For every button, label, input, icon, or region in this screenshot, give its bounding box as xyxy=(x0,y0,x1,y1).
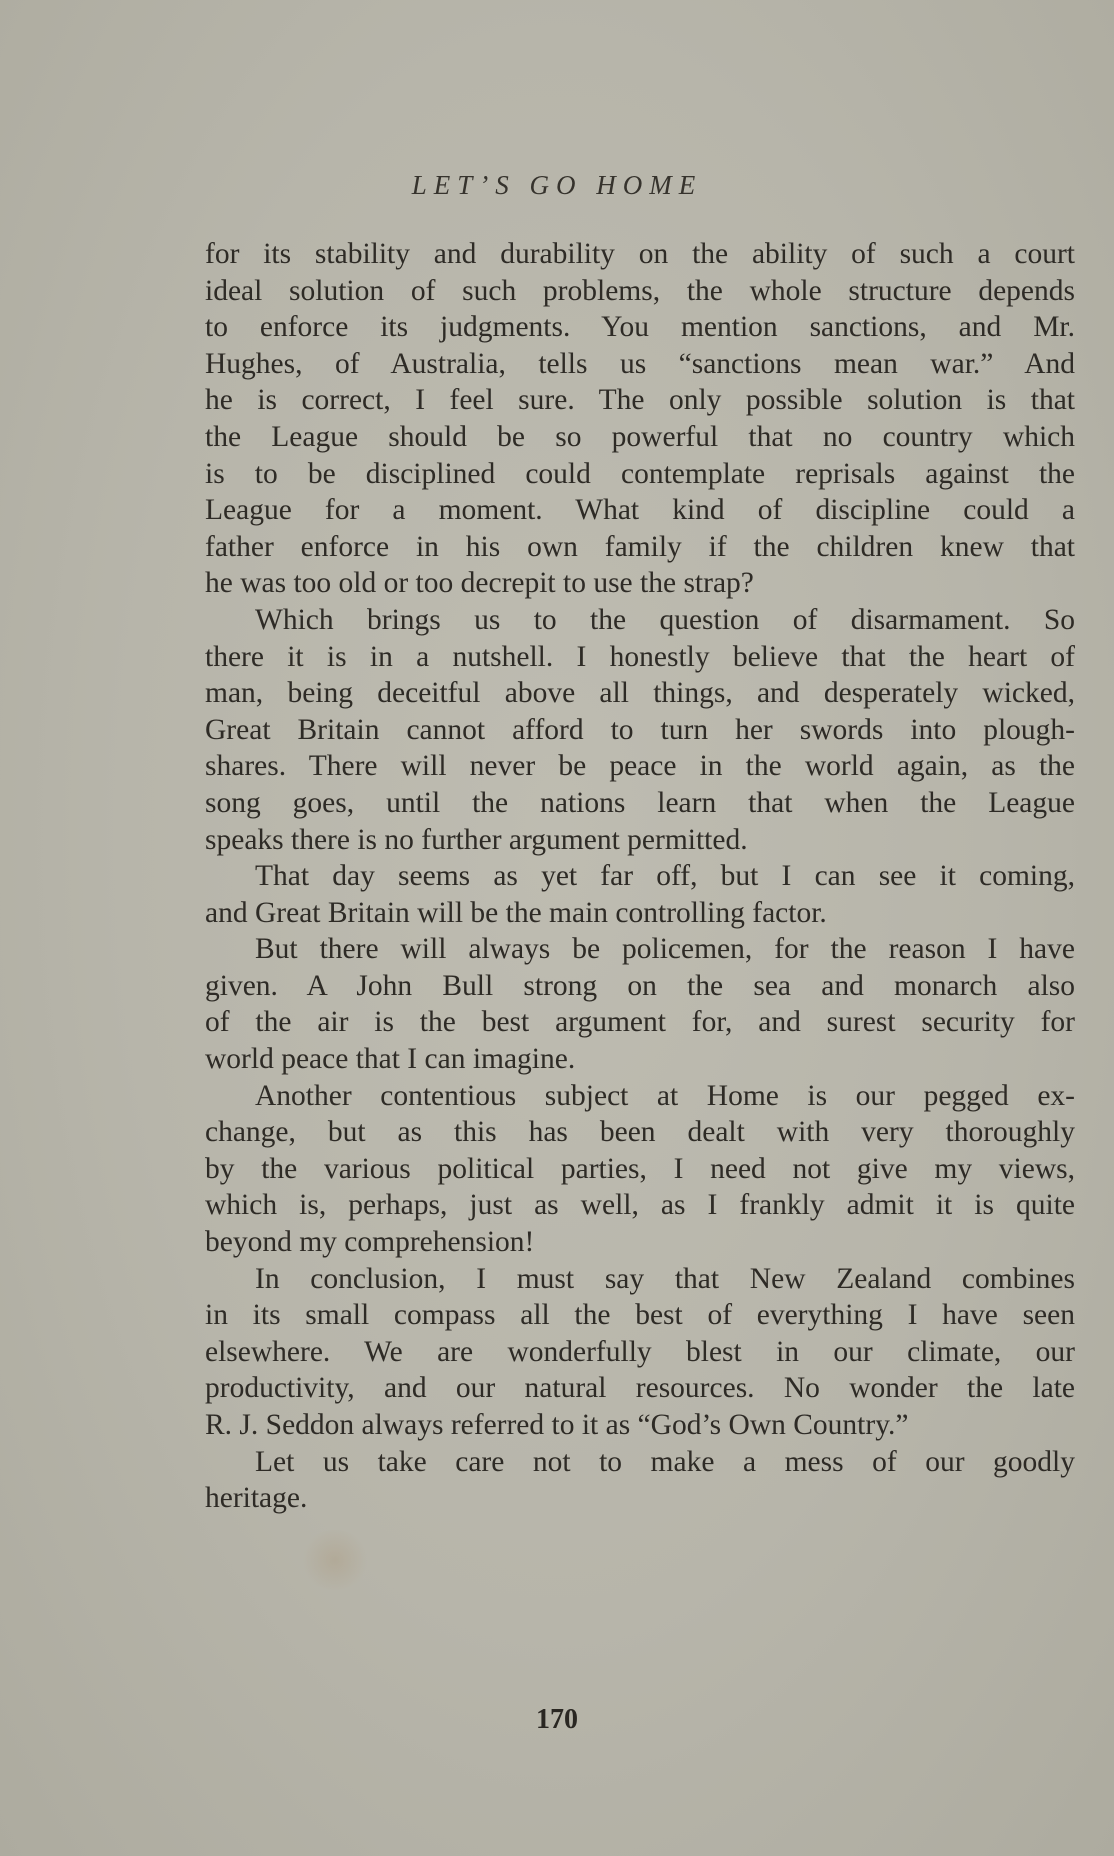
text-line: given. A John Bull strong on the sea and monarch also xyxy=(205,969,1075,1002)
paragraph xyxy=(205,602,1075,858)
body-text xyxy=(205,236,1075,1517)
paragraph xyxy=(205,1261,1075,1444)
text-line: Hughes, of Australia, tells us “sanctions mean war.” And xyxy=(205,347,1075,380)
text-line: In conclusion, I must say that New Zealand combines xyxy=(255,1262,1075,1295)
text-line: Which brings us to the question of disarmament. So xyxy=(255,603,1075,636)
text-line: man, being deceitful above all things, and desperately wicked, xyxy=(205,677,1075,710)
text-line: world peace that I can imagine. xyxy=(205,1043,576,1076)
text-line: which is, perhaps, just as well, as I frankly admit it is quite xyxy=(205,1189,1075,1222)
text-line: R. J. Seddon always referred to it as “God’s Own Country.” xyxy=(205,1409,909,1441)
paper-stain xyxy=(300,1530,370,1590)
text-line: the League should be so powerful that no country which xyxy=(205,420,1075,453)
text-line: elsewhere. We are wonderfully blest in our climate, our xyxy=(205,1335,1075,1368)
paragraph xyxy=(205,236,1075,602)
text-line: he is correct, I feel sure. The only possible solution is that xyxy=(205,384,1075,417)
text-line: for its stability and durability on the ability of such a court xyxy=(205,238,1075,270)
text-line: change, but as this has been dealt with very thoroughly xyxy=(205,1116,1075,1149)
text-line: Let us take care not to make a mess of our goodly xyxy=(255,1445,1075,1478)
paragraph xyxy=(205,1444,1075,1517)
text-line: But there will always be policemen, for the reason I have xyxy=(255,933,1075,966)
paragraph xyxy=(205,931,1075,1077)
text-line: shares. There will never be peace in the world again, as the xyxy=(205,750,1075,783)
text-line: he was too old or too decrepit to use the strap? xyxy=(205,567,754,600)
text-line: beyond my comprehension! xyxy=(205,1226,535,1259)
running-head: LET’S GO HOME xyxy=(411,170,703,200)
text-line: Another contentious subject at Home is our pegged ex- xyxy=(255,1079,1075,1112)
text-line: ideal solution of such problems, the whole structure depends xyxy=(205,274,1075,307)
text-line: is to be disciplined could contemplate reprisals against the xyxy=(205,457,1075,490)
text-line: heritage. xyxy=(205,1482,308,1515)
text-line: and Great Britain will be the main controlling factor. xyxy=(205,896,827,929)
text-line: by the various political parties, I need not give my views, xyxy=(205,1152,1075,1185)
page-number: 170 xyxy=(536,1704,578,1735)
text-line: there it is in a nutshell. I honestly believe that the heart of xyxy=(205,640,1075,673)
text-line: Great Britain cannot afford to turn her swords into plough- xyxy=(205,713,1075,746)
text-line: of the air is the best argument for, and surest security for xyxy=(205,1006,1075,1039)
text-line: League for a moment. What kind of discipline could a xyxy=(205,494,1075,527)
text-line: song goes, until the nations learn that when the League xyxy=(205,786,1075,819)
text-line: father enforce in his own family if the children knew that xyxy=(205,530,1075,563)
text-line: speaks there is no further argument permitted. xyxy=(205,823,748,856)
paragraph xyxy=(205,1078,1075,1261)
text-line: in its small compass all the best of everything I have seen xyxy=(205,1299,1075,1332)
text-line: That day seems as yet far off, but I can see it coming, xyxy=(255,860,1075,893)
text-line: to enforce its judgments. You mention sanctions, and Mr. xyxy=(205,311,1075,344)
paragraph xyxy=(205,858,1075,931)
text-line: productivity, and our natural resources. No wonder the late xyxy=(205,1372,1075,1405)
